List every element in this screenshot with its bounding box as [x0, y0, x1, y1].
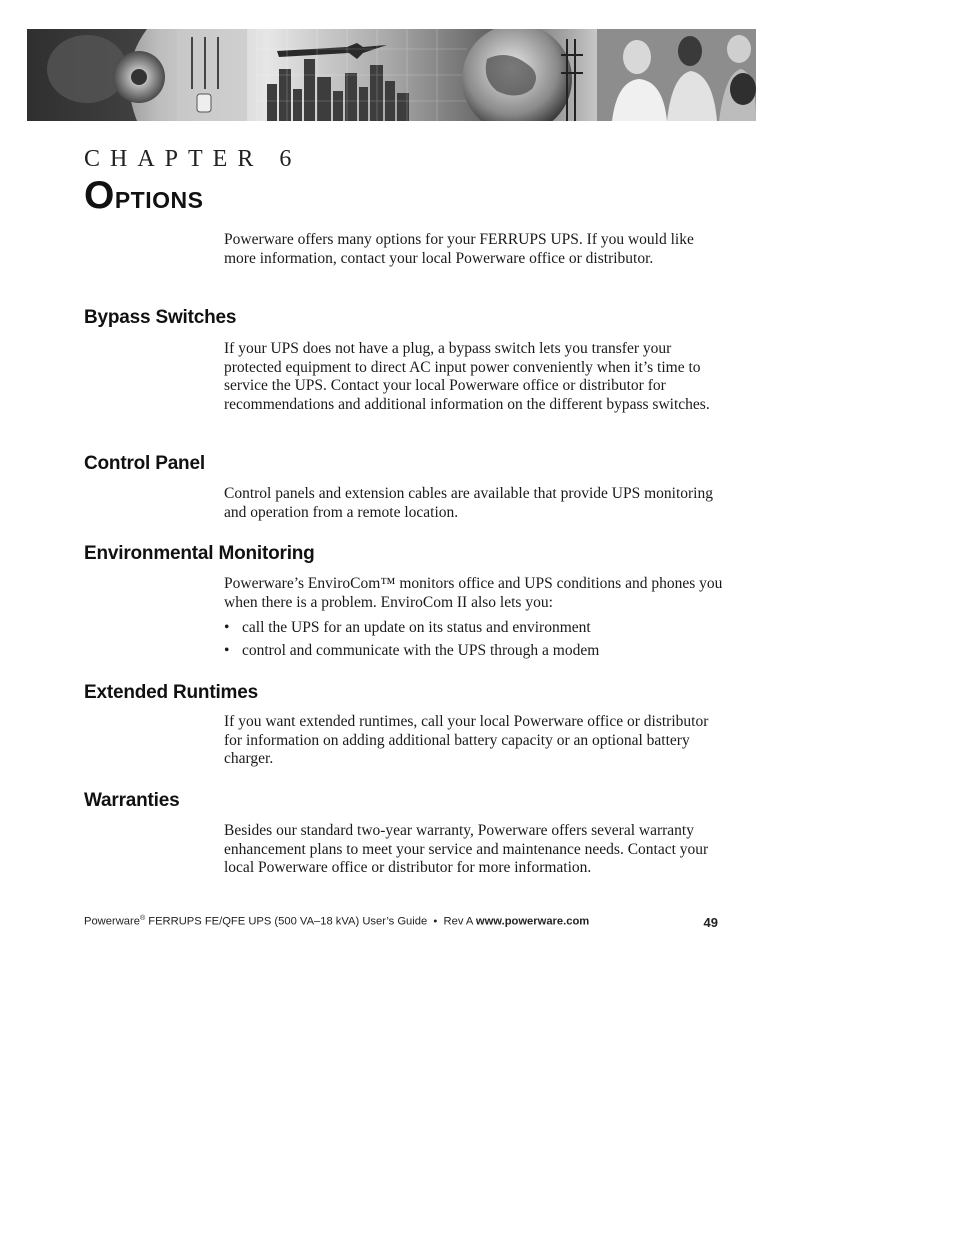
list-item — [224, 642, 724, 661]
bullet-icon: • — [224, 619, 230, 636]
paragraph-bypass-switches: If your UPS does not have a plug, a bypass switch lets you transfer your protected equipment to direct AC input power conveniently when it’s time to service the UPS. Contact your local Powerware office or distributor for recommendations and additional information on the different bypass switches. — [224, 340, 710, 413]
heading-environmental-monitoring: Environmental Monitoring — [84, 543, 315, 564]
chapter-title-rest: ptions — [114, 178, 204, 215]
page-footer — [84, 915, 718, 928]
chapter-title-initial: O — [84, 174, 115, 217]
paragraph-environmental-monitoring: Powerware’s EnviroCom™ monitors office and UPS conditions and phones you when there is a problem. EnviroCom II also lets you: — [224, 575, 723, 611]
paragraph-warranties: Besides our standard two-year warranty, Powerware offers several warranty enhancement plans to meet your service and maintenance needs. Contact your local Powerware office or distributor for more information. — [224, 822, 709, 877]
paragraph-control-panel: Control panels and extension cables are available that provide UPS monitoring and operation from a remote location. — [224, 485, 713, 521]
heading-warranties: Warranties — [84, 790, 180, 811]
registered-mark: ® — [139, 915, 146, 922]
heading-control-panel: Control Panel — [84, 453, 205, 474]
list-item-text: call the UPS for an update on its status and environment — [242, 619, 591, 636]
chapter-label: CHAPTER 6 — [84, 146, 302, 172]
footer-brand: Powerware — [84, 915, 140, 928]
environmental-monitoring-bullet-list — [224, 619, 724, 665]
page-number: 49 — [703, 915, 718, 930]
list-item-text: control and communicate with the UPS through a modem — [242, 642, 600, 660]
heading-extended-runtimes: Extended Runtimes — [84, 682, 258, 703]
paragraph-extended-runtimes: If you want extended runtimes, call your local Powerware office or distributor for information on adding additional battery capacity or an optional battery charger. — [224, 713, 709, 768]
bullet-icon: • — [224, 642, 230, 660]
list-item — [224, 619, 724, 638]
intro-paragraph: Powerware offers many options for your FERRUPS UPS. If you would like more information, contact your local Powerware office or distributor. — [224, 231, 694, 267]
header-banner-image — [27, 29, 756, 121]
chapter-title — [84, 176, 203, 215]
footer-url-link[interactable]: www.powerware.com — [475, 915, 590, 928]
footer-guide-title: FERRUPS FE/QFE UPS (500 VA–18 kVA) User’s Guide • Rev A — [145, 915, 476, 928]
heading-bypass-switches: Bypass Switches — [84, 307, 237, 328]
